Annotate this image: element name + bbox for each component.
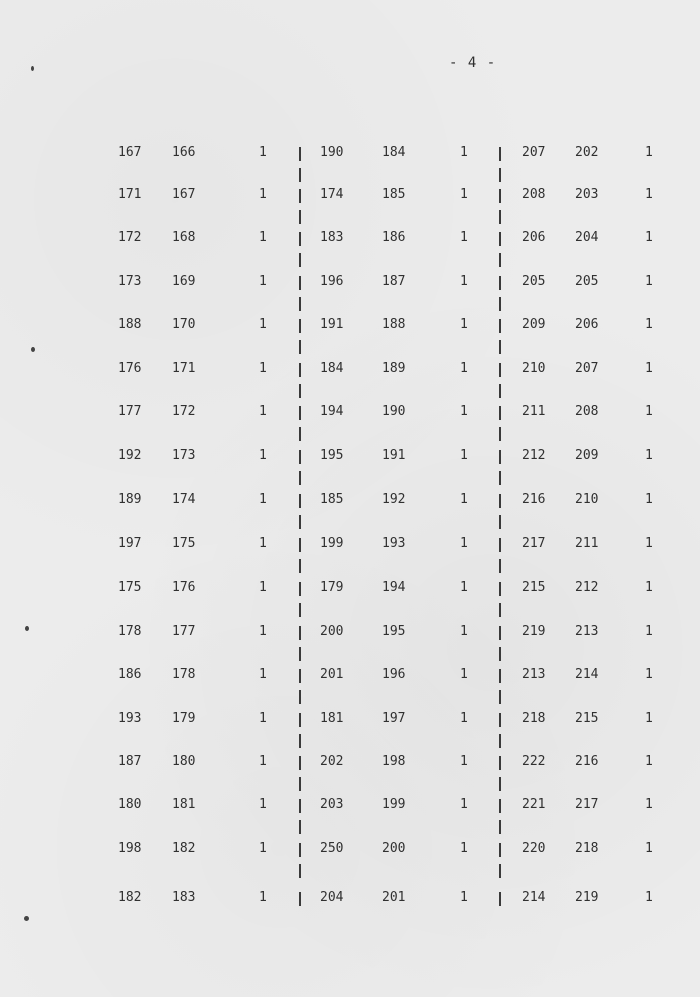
table-cell: 180 [172, 754, 196, 769]
table-cell: 1 [460, 667, 468, 682]
column-divider [499, 559, 501, 573]
table-cell: 209 [522, 317, 546, 332]
table-cell: 1 [645, 536, 653, 551]
table-cell: 1 [645, 580, 653, 595]
table-row [0, 839, 700, 859]
column-divider [499, 189, 501, 203]
column-divider [499, 515, 501, 529]
table-cell: 182 [172, 841, 196, 856]
table-cell: 172 [172, 404, 196, 419]
table-cell: 189 [382, 361, 406, 376]
column-divider [499, 626, 501, 640]
table-cell: 186 [118, 667, 142, 682]
table-cell: 205 [522, 274, 546, 289]
table-cell: 185 [320, 492, 344, 507]
table-cell: 1 [645, 317, 653, 332]
column-divider [299, 363, 301, 377]
table-cell: 190 [320, 145, 344, 160]
table-cell: 1 [645, 754, 653, 769]
table-cell: 1 [460, 711, 468, 726]
table-cell: 1 [259, 667, 267, 682]
column-divider [299, 147, 301, 161]
table-cell: 1 [645, 274, 653, 289]
table-cell: 217 [575, 797, 599, 812]
column-divider [499, 756, 501, 770]
table-cell: 206 [522, 230, 546, 245]
table-row [0, 402, 700, 422]
table-cell: 1 [259, 187, 267, 202]
column-divider [299, 734, 301, 748]
column-divider [299, 450, 301, 464]
column-divider [299, 690, 301, 704]
table-cell: 1 [259, 145, 267, 160]
column-divider [299, 756, 301, 770]
table-cell: 1 [645, 492, 653, 507]
table-cell: 215 [522, 580, 546, 595]
table-cell: 178 [172, 667, 196, 682]
column-divider [499, 363, 501, 377]
table-cell: 190 [382, 404, 406, 419]
column-divider [299, 384, 301, 398]
table-cell: 192 [118, 448, 142, 463]
column-divider [299, 669, 301, 683]
column-divider [499, 843, 501, 857]
table-cell: 173 [118, 274, 142, 289]
table-cell: 206 [575, 317, 599, 332]
table-cell: 174 [172, 492, 196, 507]
table-cell: 178 [118, 624, 142, 639]
table-cell: 170 [172, 317, 196, 332]
column-divider [499, 232, 501, 246]
column-divider [299, 319, 301, 333]
table-cell: 202 [575, 145, 599, 160]
table-cell: 177 [118, 404, 142, 419]
table-cell: 191 [382, 448, 406, 463]
column-divider [299, 582, 301, 596]
table-cell: 211 [522, 404, 546, 419]
table-row [0, 315, 700, 335]
table-row [0, 578, 700, 598]
table-cell: 208 [575, 404, 599, 419]
column-divider [299, 713, 301, 727]
table-cell: 197 [118, 536, 142, 551]
column-divider [299, 515, 301, 529]
table-row [0, 534, 700, 554]
table-cell: 1 [460, 145, 468, 160]
table-cell: 176 [118, 361, 142, 376]
column-divider [499, 253, 501, 267]
table-cell: 1 [460, 890, 468, 905]
table-cell: 167 [118, 145, 142, 160]
table-cell: 177 [172, 624, 196, 639]
column-divider [299, 340, 301, 354]
table-cell: 212 [575, 580, 599, 595]
column-divider [499, 799, 501, 813]
table-cell: 216 [522, 492, 546, 507]
column-divider [499, 690, 501, 704]
table-row [0, 752, 700, 772]
table-cell: 1 [259, 361, 267, 376]
column-divider [299, 777, 301, 791]
column-divider [299, 297, 301, 311]
column-divider [499, 276, 501, 290]
column-divider [499, 603, 501, 617]
table-cell: 1 [259, 274, 267, 289]
table-cell: 1 [460, 361, 468, 376]
table-cell: 181 [172, 797, 196, 812]
scan-speck [24, 916, 29, 921]
table-cell: 175 [172, 536, 196, 551]
table-row [0, 665, 700, 685]
table-cell: 1 [259, 841, 267, 856]
table-cell: 1 [645, 448, 653, 463]
table-cell: 174 [320, 187, 344, 202]
table-cell: 1 [460, 317, 468, 332]
table-row [0, 272, 700, 292]
scan-speck [31, 66, 34, 71]
table-cell: 1 [645, 841, 653, 856]
table-row [0, 359, 700, 379]
table-cell: 1 [645, 624, 653, 639]
table-cell: 194 [320, 404, 344, 419]
table-cell: 199 [320, 536, 344, 551]
column-divider [499, 713, 501, 727]
column-divider [299, 189, 301, 203]
page-number: - 4 - [449, 55, 497, 71]
column-divider [299, 253, 301, 267]
column-divider [299, 647, 301, 661]
table-cell: 201 [320, 667, 344, 682]
table-cell: 215 [575, 711, 599, 726]
table-cell: 218 [575, 841, 599, 856]
column-divider [299, 406, 301, 420]
table-cell: 1 [259, 580, 267, 595]
table-cell: 1 [645, 145, 653, 160]
table-cell: 1 [259, 404, 267, 419]
column-divider [299, 892, 301, 906]
table-cell: 184 [320, 361, 344, 376]
table-cell: 183 [172, 890, 196, 905]
table-cell: 214 [575, 667, 599, 682]
table-cell: 1 [645, 187, 653, 202]
column-divider [499, 669, 501, 683]
table-row [0, 622, 700, 642]
column-divider [299, 603, 301, 617]
table-cell: 1 [259, 624, 267, 639]
table-row [0, 446, 700, 466]
table-cell: 1 [645, 361, 653, 376]
scan-speck [31, 347, 35, 352]
table-cell: 200 [320, 624, 344, 639]
table-cell: 1 [645, 667, 653, 682]
table-cell: 1 [460, 754, 468, 769]
table-cell: 208 [522, 187, 546, 202]
table-cell: 180 [118, 797, 142, 812]
table-cell: 175 [118, 580, 142, 595]
table-row [0, 228, 700, 248]
table-cell: 182 [118, 890, 142, 905]
scan-speck [25, 626, 29, 631]
table-cell: 201 [382, 890, 406, 905]
column-divider [499, 427, 501, 441]
table-cell: 191 [320, 317, 344, 332]
table-cell: 198 [118, 841, 142, 856]
column-divider [299, 168, 301, 182]
table-cell: 1 [460, 580, 468, 595]
table-cell: 173 [172, 448, 196, 463]
column-divider [499, 892, 501, 906]
table-cell: 194 [382, 580, 406, 595]
table-cell: 221 [522, 797, 546, 812]
table-cell: 181 [320, 711, 344, 726]
column-divider [499, 319, 501, 333]
column-divider [499, 582, 501, 596]
table-cell: 217 [522, 536, 546, 551]
column-divider [299, 799, 301, 813]
column-divider [299, 843, 301, 857]
table-cell: 179 [320, 580, 344, 595]
table-cell: 1 [460, 624, 468, 639]
table-cell: 1 [460, 230, 468, 245]
column-divider [299, 494, 301, 508]
column-divider [499, 494, 501, 508]
table-cell: 184 [382, 145, 406, 160]
column-divider [499, 168, 501, 182]
table-cell: 187 [118, 754, 142, 769]
table-cell: 1 [645, 711, 653, 726]
table-cell: 199 [382, 797, 406, 812]
column-divider [499, 820, 501, 834]
column-divider [499, 471, 501, 485]
table-cell: 209 [575, 448, 599, 463]
column-divider [299, 471, 301, 485]
table-cell: 205 [575, 274, 599, 289]
table-cell: 192 [382, 492, 406, 507]
table-row [0, 709, 700, 729]
column-divider [499, 297, 501, 311]
table-cell: 1 [645, 230, 653, 245]
table-cell: 1 [259, 230, 267, 245]
table-cell: 195 [320, 448, 344, 463]
table-cell: 213 [522, 667, 546, 682]
column-divider [499, 538, 501, 552]
table-cell: 1 [645, 890, 653, 905]
table-cell: 207 [522, 145, 546, 160]
table-cell: 219 [575, 890, 599, 905]
table-cell: 1 [460, 187, 468, 202]
table-cell: 210 [575, 492, 599, 507]
table-cell: 1 [460, 404, 468, 419]
table-cell: 218 [522, 711, 546, 726]
table-cell: 198 [382, 754, 406, 769]
table-cell: 179 [172, 711, 196, 726]
column-divider [499, 734, 501, 748]
table-cell: 204 [320, 890, 344, 905]
table-cell: 196 [382, 667, 406, 682]
column-divider [499, 450, 501, 464]
column-divider [499, 647, 501, 661]
table-cell: 196 [320, 274, 344, 289]
table-cell: 193 [118, 711, 142, 726]
table-row [0, 143, 700, 163]
table-cell: 219 [522, 624, 546, 639]
table-cell: 1 [460, 841, 468, 856]
table-row [0, 888, 700, 908]
column-divider [299, 864, 301, 878]
table-cell: 1 [259, 711, 267, 726]
column-divider [299, 820, 301, 834]
table-cell: 1 [259, 448, 267, 463]
table-cell: 1 [460, 492, 468, 507]
table-cell: 213 [575, 624, 599, 639]
table-cell: 166 [172, 145, 196, 160]
table-cell: 200 [382, 841, 406, 856]
table-cell: 250 [320, 841, 344, 856]
table-cell: 211 [575, 536, 599, 551]
table-cell: 216 [575, 754, 599, 769]
table-cell: 193 [382, 536, 406, 551]
table-cell: 1 [460, 448, 468, 463]
table-cell: 202 [320, 754, 344, 769]
table-cell: 197 [382, 711, 406, 726]
table-cell: 222 [522, 754, 546, 769]
column-divider [299, 210, 301, 224]
table-cell: 1 [259, 797, 267, 812]
table-cell: 220 [522, 841, 546, 856]
table-row [0, 185, 700, 205]
table-row [0, 795, 700, 815]
table-cell: 204 [575, 230, 599, 245]
table-cell: 171 [172, 361, 196, 376]
column-divider [299, 276, 301, 290]
column-divider [299, 232, 301, 246]
column-divider [299, 538, 301, 552]
table-cell: 212 [522, 448, 546, 463]
table-row [0, 490, 700, 510]
table-cell: 1 [259, 317, 267, 332]
table-cell: 1 [259, 890, 267, 905]
table-cell: 1 [460, 274, 468, 289]
column-divider [299, 626, 301, 640]
table-cell: 172 [118, 230, 142, 245]
column-divider [499, 340, 501, 354]
column-divider [499, 210, 501, 224]
table-cell: 171 [118, 187, 142, 202]
table-cell: 185 [382, 187, 406, 202]
table-cell: 188 [118, 317, 142, 332]
column-divider [499, 406, 501, 420]
table-cell: 203 [320, 797, 344, 812]
table-cell: 168 [172, 230, 196, 245]
table-cell: 169 [172, 274, 196, 289]
column-divider [299, 559, 301, 573]
table-cell: 188 [382, 317, 406, 332]
table-cell: 1 [460, 536, 468, 551]
column-divider [499, 384, 501, 398]
table-cell: 167 [172, 187, 196, 202]
table-cell: 187 [382, 274, 406, 289]
table-cell: 207 [575, 361, 599, 376]
table-cell: 1 [645, 404, 653, 419]
table-cell: 186 [382, 230, 406, 245]
column-divider [299, 427, 301, 441]
table-cell: 214 [522, 890, 546, 905]
table-cell: 183 [320, 230, 344, 245]
table-cell: 189 [118, 492, 142, 507]
table-cell: 176 [172, 580, 196, 595]
table-cell: 210 [522, 361, 546, 376]
table-cell: 1 [460, 797, 468, 812]
table-cell: 195 [382, 624, 406, 639]
column-divider [499, 864, 501, 878]
table-cell: 1 [259, 754, 267, 769]
column-divider [499, 777, 501, 791]
column-divider [499, 147, 501, 161]
table-cell: 1 [645, 797, 653, 812]
table-cell: 1 [259, 492, 267, 507]
table-cell: 1 [259, 536, 267, 551]
table-cell: 203 [575, 187, 599, 202]
